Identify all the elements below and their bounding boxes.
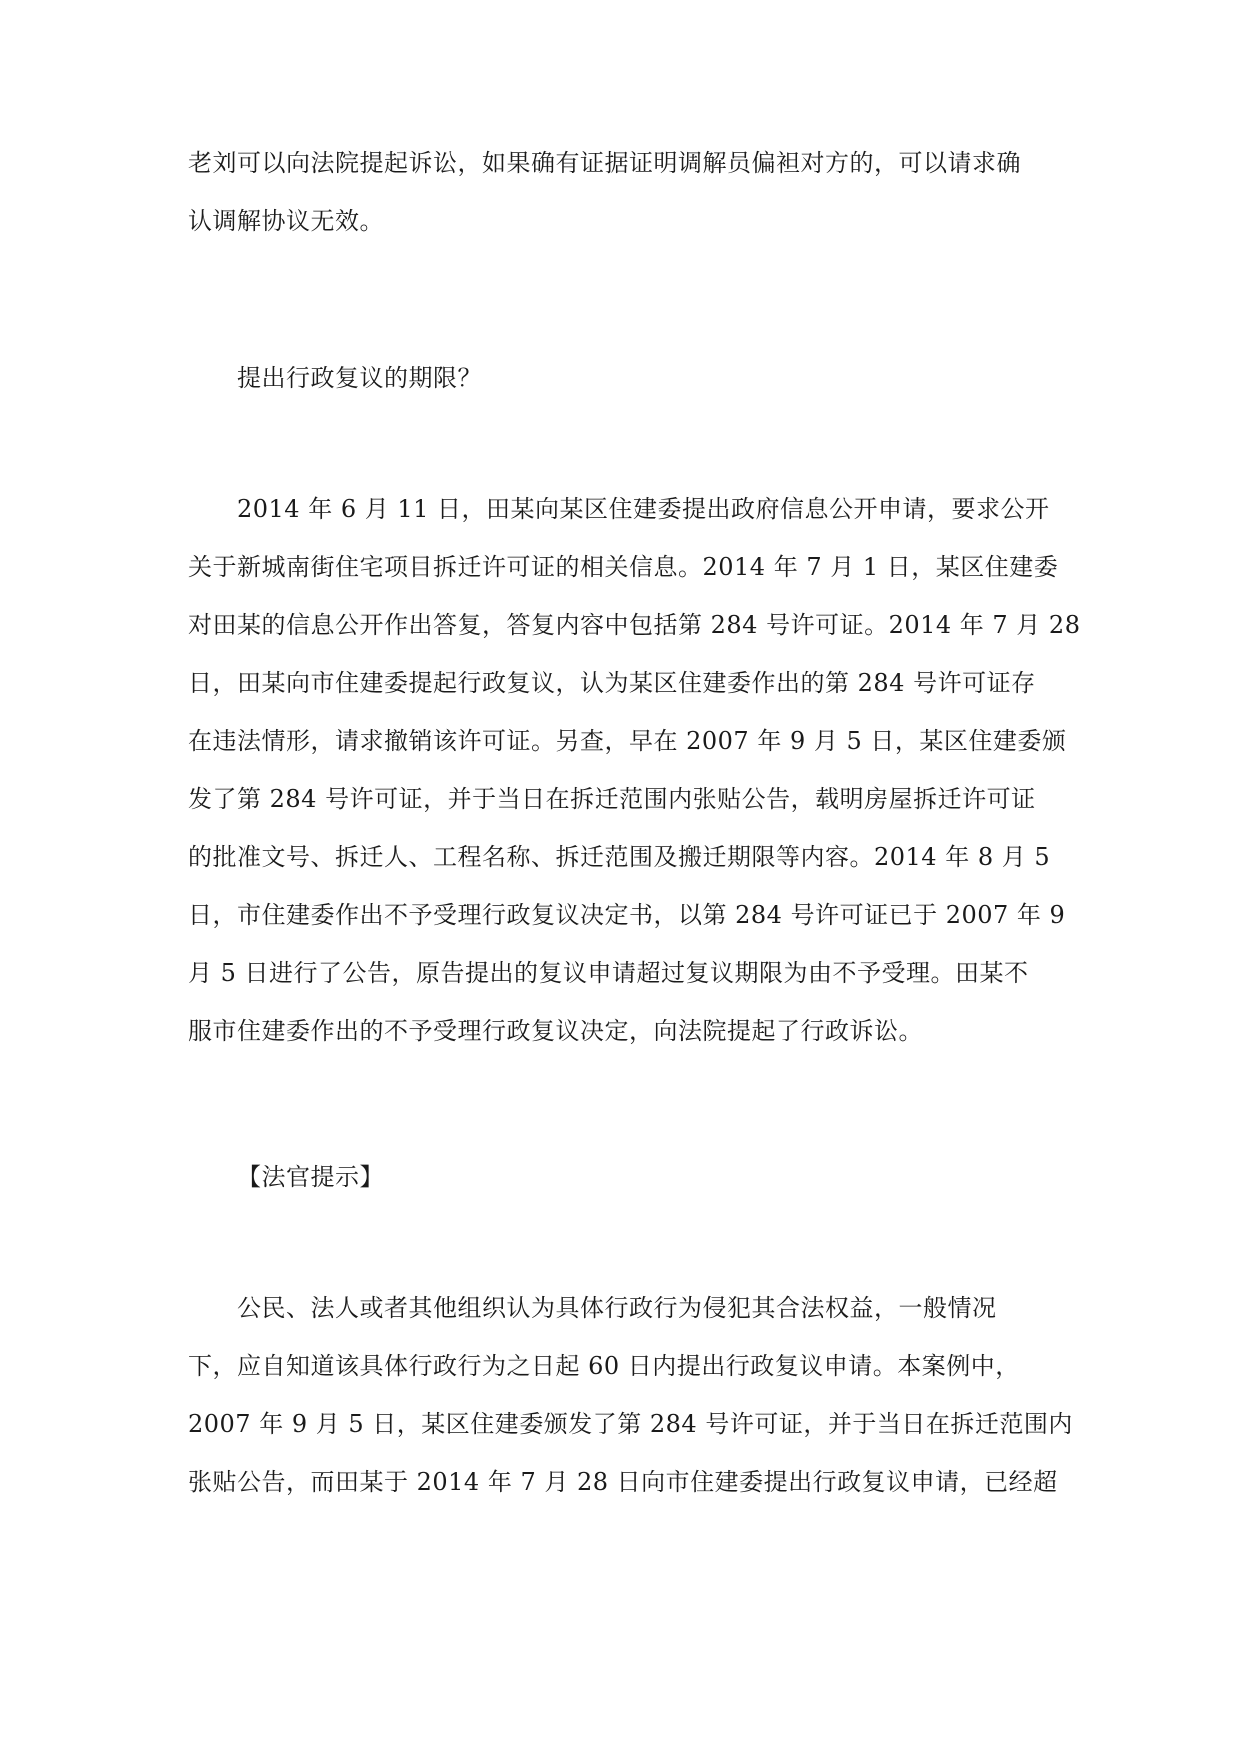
section-heading: 【法官提示】	[237, 1163, 384, 1191]
paragraph-line: 发了第 284 号许可证，并于当日在拆迁范围内张贴公告，载明房屋拆迁许可证	[188, 785, 1036, 813]
paragraph-line: 张贴公告，而田某于 2014 年 7 月 28 日向市住建委提出行政复议申请，已经超	[188, 1468, 1058, 1496]
paragraph-line: 认调解协议无效。	[188, 207, 384, 235]
paragraph-line: 的批准文号、拆迁人、工程名称、拆迁范围及搬迁期限等内容。2014 年 8 月 5	[188, 843, 1051, 871]
paragraph-line: 公民、法人或者其他组织认为具体行政行为侵犯其合法权益，一般情况	[237, 1294, 997, 1322]
paragraph-line: 在违法情形，请求撤销该许可证。另查，早在 2007 年 9 月 5 日，某区住建委颁	[188, 727, 1067, 755]
paragraph-line: 2007 年 9 月 5 日，某区住建委颁发了第 284 号许可证，并于当日在拆迁范围内	[188, 1410, 1073, 1438]
paragraph-line: 日，市住建委作出不予受理行政复议决定书，以第 284 号许可证已于 2007 年 9	[188, 901, 1066, 929]
paragraph-line: 服市住建委作出的不予受理行政复议决定，向法院提起了行政诉讼。	[188, 1017, 923, 1045]
paragraph-line: 月 5 日进行了公告，原告提出的复议申请超过复议期限为由不予受理。田某不	[188, 959, 1029, 987]
paragraph-line: 2014 年 6 月 11 日，田某向某区住建委提出政府信息公开申请，要求公开	[237, 495, 1050, 523]
paragraph-line: 老刘可以向法院提起诉讼，如果确有证据证明调解员偏袒对方的，可以请求确	[188, 149, 1021, 177]
section-heading: 提出行政复议的期限？	[237, 364, 482, 392]
paragraph-line: 下，应自知道该具体行政行为之日起 60 日内提出行政复议申请。本案例中，	[188, 1352, 1020, 1380]
paragraph-line: 关于新城南街住宅项目拆迁许可证的相关信息。2014 年 7 月 1 日，某区住建委	[188, 553, 1059, 581]
paragraph-line: 日，田某向市住建委提起行政复议，认为某区住建委作出的第 284 号许可证存	[188, 669, 1036, 697]
paragraph-line: 对田某的信息公开作出答复，答复内容中包括第 284 号许可证。2014 年 7 月 28	[188, 611, 1081, 639]
